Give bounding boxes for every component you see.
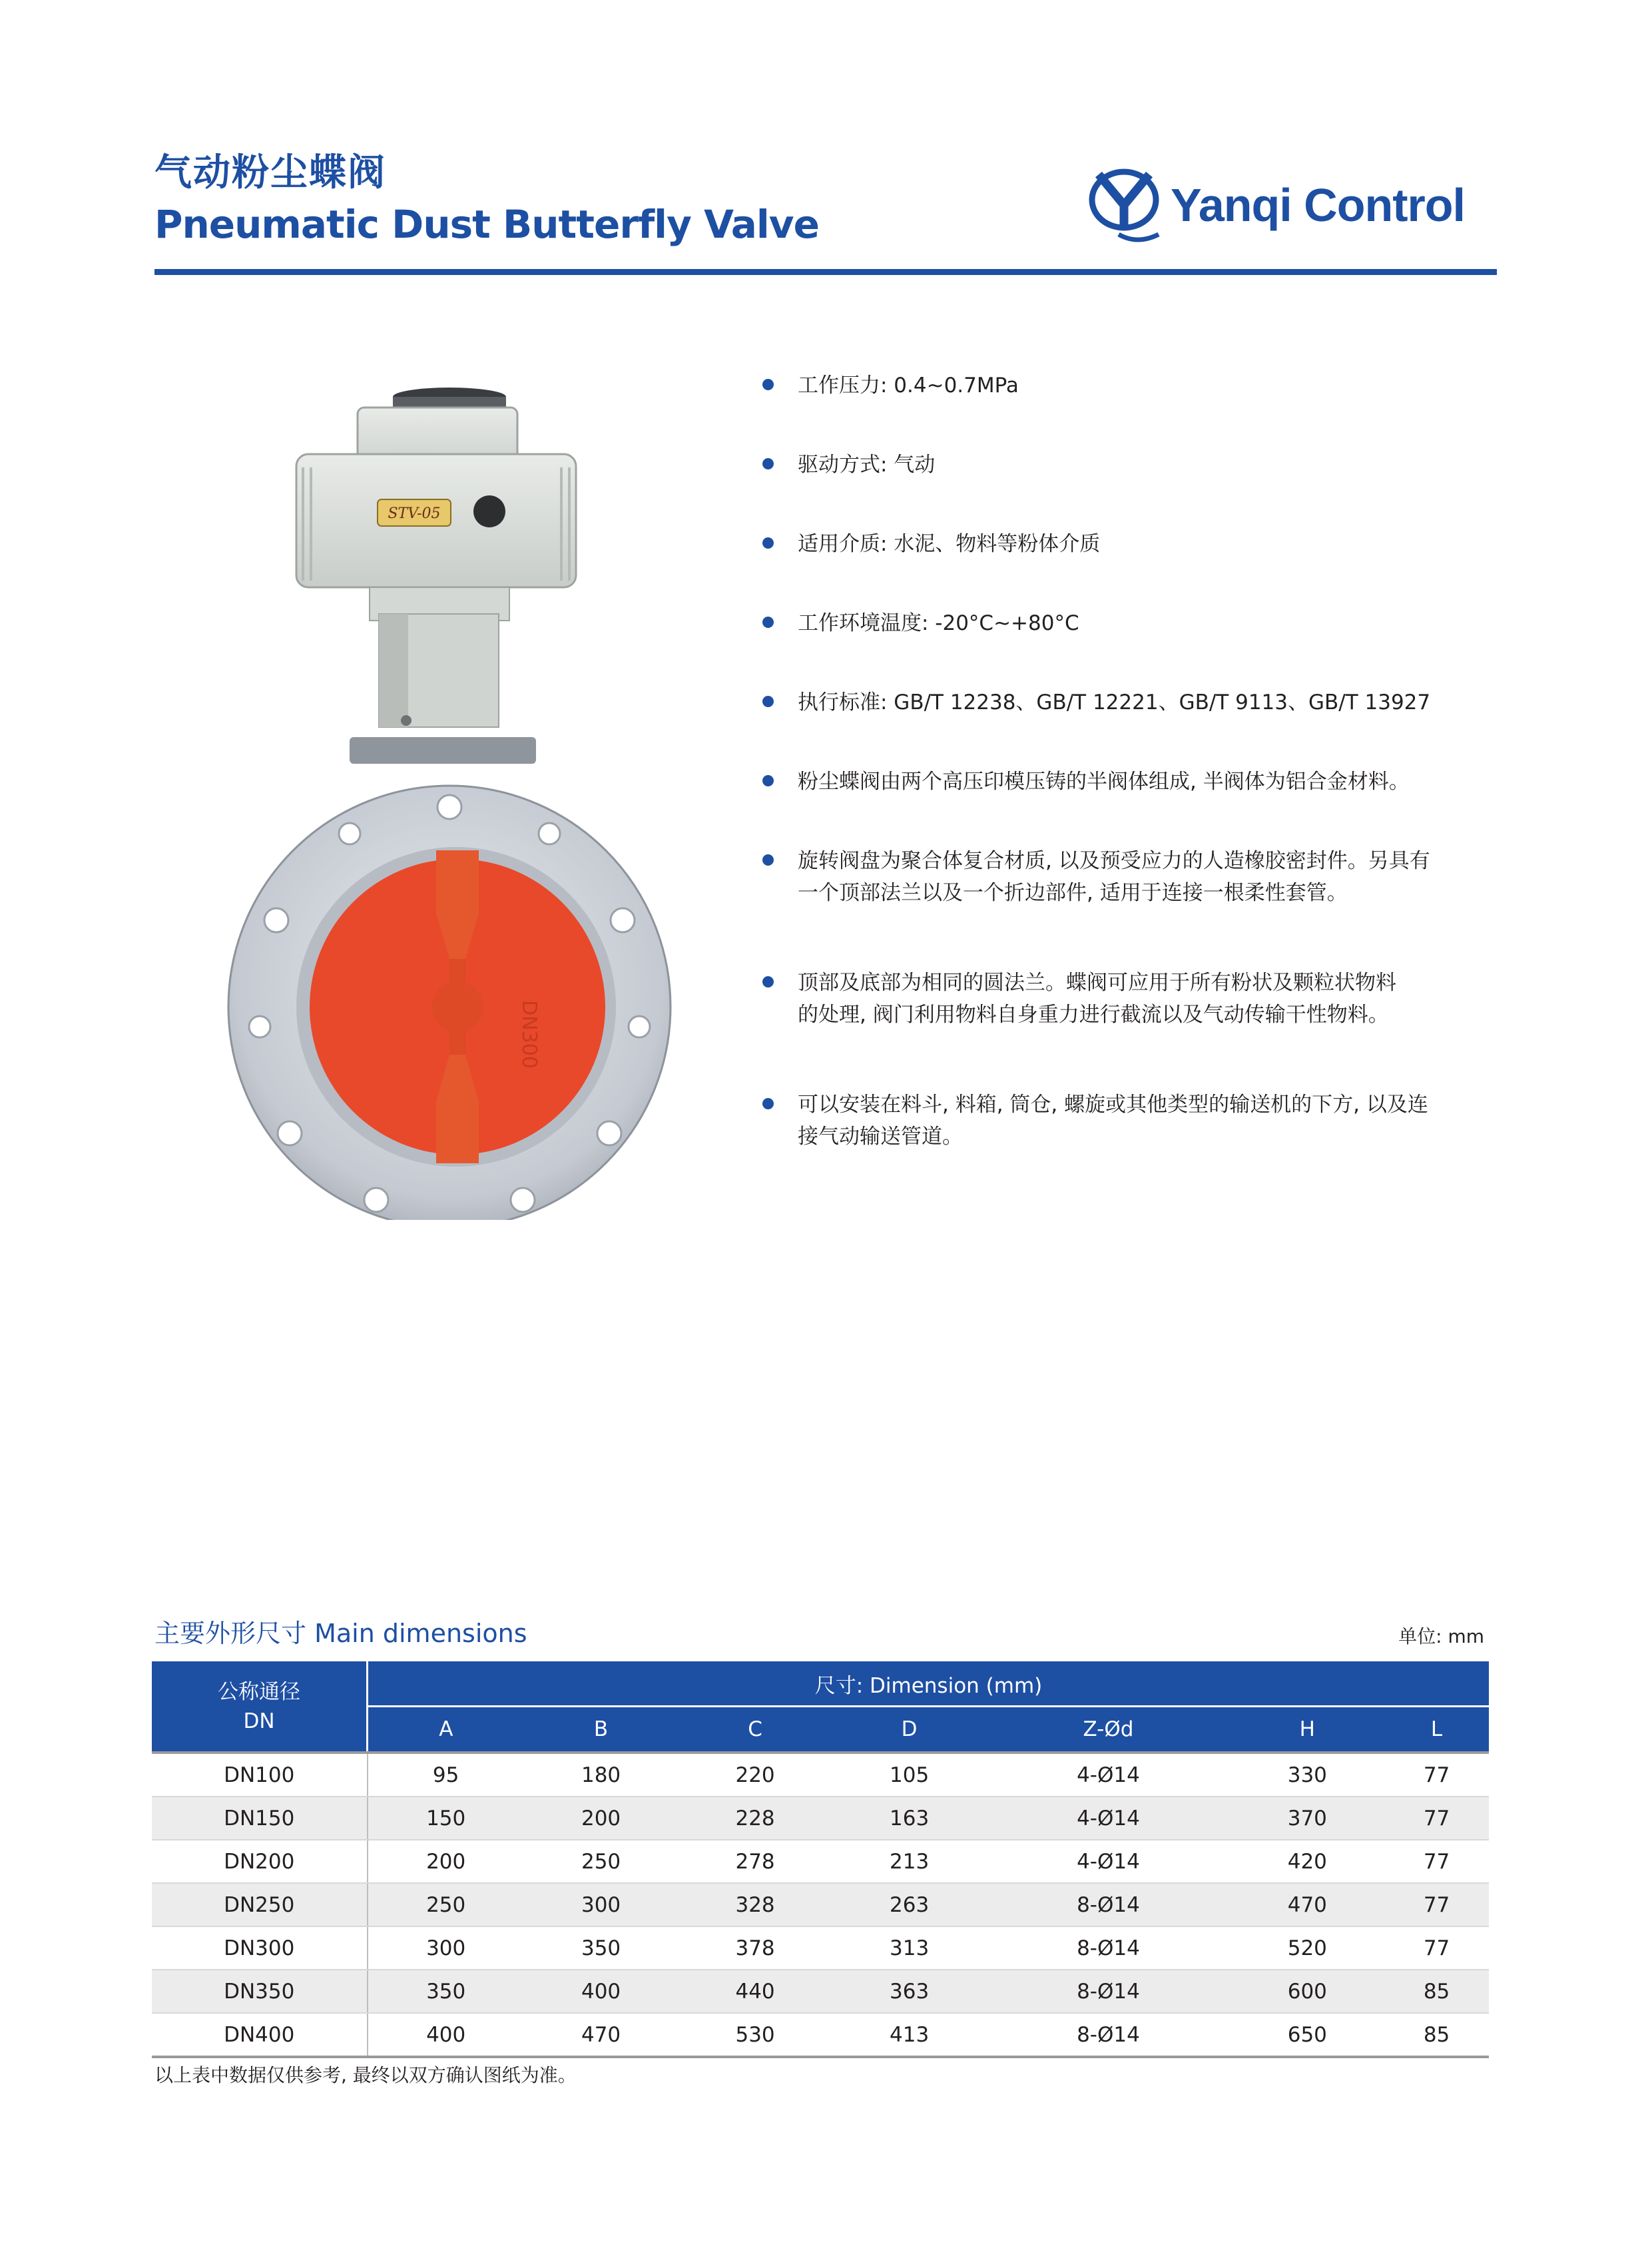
table-row (152, 1840, 1489, 1883)
bullet-icon (762, 379, 774, 390)
dimension-cell: 105 (832, 1753, 987, 1797)
table-footnote: 以上表中数据仅供参考, 最终以双方确认图纸为准。 (154, 2064, 577, 2086)
dimension-cell: 413 (832, 2013, 987, 2057)
column-header: Z-Ød (986, 1707, 1230, 1753)
dimension-cell: 85 (1384, 2013, 1489, 2057)
spec-item-flange: 顶部及底部为相同的圆法兰。蝶阀可应用于所有粉状及颗粒状物料 的处理, 阀门利用物料自身重力进行截流以及气动传输干性物料。 (762, 967, 1502, 1031)
actuator-label: STV-05 (388, 505, 441, 522)
dn-cell: DN350 (152, 1970, 368, 2013)
dimension-cell: 400 (524, 1970, 679, 2013)
spec-item-temperature: 工作环境温度: -20°C~+80°C (762, 607, 1502, 639)
dimension-cell: 200 (368, 1840, 524, 1883)
bullet-icon (762, 696, 774, 707)
column-header: L (1384, 1707, 1489, 1753)
brand-logo (1084, 165, 1465, 245)
dimension-cell: 520 (1231, 1926, 1385, 1970)
dimension-cell: 600 (1231, 1970, 1385, 2013)
dimension-cell: 4-Ø14 (986, 1840, 1230, 1883)
dimension-cell: 300 (368, 1926, 524, 1970)
spec-item-pressure: 工作压力: 0.4~0.7MPa (762, 370, 1502, 402)
dimension-cell: 77 (1384, 1797, 1489, 1840)
dimension-cell: 220 (678, 1753, 832, 1797)
dimension-cell: 440 (678, 1970, 832, 2013)
dimension-cell: 8-Ø14 (986, 1926, 1230, 1970)
dimension-cell: 350 (524, 1926, 679, 1970)
disc-marking: DN300 (517, 1000, 541, 1069)
table-row (152, 2013, 1489, 2057)
dimension-cell: 313 (832, 1926, 987, 1970)
dimension-cell: 77 (1384, 1926, 1489, 1970)
dn-header: 公称通径 DN (152, 1661, 368, 1753)
column-header: A (368, 1707, 524, 1753)
dimension-cell: 400 (368, 2013, 524, 2057)
bullet-icon (762, 537, 774, 549)
table-row (152, 1926, 1489, 1970)
dimension-cell: 420 (1231, 1840, 1385, 1883)
valve-photo (210, 388, 676, 1220)
dimension-cell: 150 (368, 1797, 524, 1840)
dimension-group-header: 尺寸: Dimension (mm) (368, 1661, 1490, 1707)
dimension-cell: 350 (368, 1970, 524, 2013)
dn-cell: DN100 (152, 1753, 368, 1797)
dimension-cell: 8-Ø14 (986, 2013, 1230, 2057)
yq-logo-icon (1084, 165, 1163, 245)
column-header: B (524, 1707, 679, 1753)
column-header: D (832, 1707, 987, 1753)
dimension-cell: 8-Ø14 (986, 1970, 1230, 2013)
table-row (152, 1753, 1489, 1797)
dimension-cell: 95 (368, 1753, 524, 1797)
spec-item-drive: 驱动方式: 气动 (762, 449, 1502, 481)
dn-cell: DN200 (152, 1840, 368, 1883)
brand-name: Yanqi Control (1171, 179, 1465, 231)
bullet-icon (762, 458, 774, 469)
dimensions-table (152, 1661, 1489, 2058)
column-header: H (1231, 1707, 1385, 1753)
dimension-cell: 250 (524, 1840, 679, 1883)
dn-cell: DN400 (152, 2013, 368, 2057)
spec-item-medium: 适用介质: 水泥、物料等粉体介质 (762, 528, 1502, 560)
dimension-cell: 250 (368, 1883, 524, 1926)
spec-item-disc: 旋转阀盘为聚合体复合材质, 以及预受应力的人造橡胶密封件。另具有 一个顶部法兰以及一个折边部件, 适用于连接一根柔性套管。 (762, 845, 1502, 909)
dimension-cell: 77 (1384, 1840, 1489, 1883)
dimension-cell: 363 (832, 1970, 987, 2013)
table-row (152, 1797, 1489, 1840)
bullet-icon (762, 1098, 774, 1109)
bullet-icon (762, 775, 774, 786)
table-row (152, 1970, 1489, 2013)
column-header: C (678, 1707, 832, 1753)
dimension-cell: 300 (524, 1883, 679, 1926)
dimension-cell: 8-Ø14 (986, 1883, 1230, 1926)
dimension-cell: 330 (1231, 1753, 1385, 1797)
bullet-icon (762, 617, 774, 628)
dimension-cell: 213 (832, 1840, 987, 1883)
bullet-icon (762, 854, 774, 866)
spec-item-installation: 可以安装在料斗, 料箱, 筒仓, 螺旋或其他类型的输送机的下方, 以及连 接气动输送管道。 (762, 1089, 1502, 1153)
unit-label: 单位: mm (1398, 1625, 1484, 1647)
dimension-cell: 530 (678, 2013, 832, 2057)
dimension-cell: 228 (678, 1797, 832, 1840)
dimension-cell: 4-Ø14 (986, 1753, 1230, 1797)
dimension-cell: 163 (832, 1797, 987, 1840)
table-row (152, 1883, 1489, 1926)
dn-cell: DN300 (152, 1926, 368, 1970)
page-title-en: Pneumatic Dust Butterfly Valve (154, 202, 819, 247)
dimensions-title: 主要外形尺寸 Main dimensions (154, 1619, 527, 1648)
dimension-cell: 200 (524, 1797, 679, 1840)
dimension-cell: 650 (1231, 2013, 1385, 2057)
dimension-cell: 77 (1384, 1883, 1489, 1926)
dn-cell: DN150 (152, 1797, 368, 1840)
dimension-cell: 470 (1231, 1883, 1385, 1926)
page-title-cn: 气动粉尘蝶阀 (154, 151, 386, 194)
dn-cell: DN250 (152, 1883, 368, 1926)
dimension-cell: 278 (678, 1840, 832, 1883)
dimension-cell: 85 (1384, 1970, 1489, 2013)
header-divider (154, 269, 1497, 275)
spec-item-standard: 执行标准: GB/T 12238、GB/T 12221、GB/T 9113、GB/T 13927 (762, 687, 1502, 718)
dimension-cell: 263 (832, 1883, 987, 1926)
dimension-cell: 180 (524, 1753, 679, 1797)
dimension-cell: 328 (678, 1883, 832, 1926)
dimension-cell: 370 (1231, 1797, 1385, 1840)
dimension-cell: 4-Ø14 (986, 1797, 1230, 1840)
dimension-cell: 378 (678, 1926, 832, 1970)
spec-item-body: 粉尘蝶阀由两个高压印模压铸的半阀体组成, 半阀体为铝合金材料。 (762, 766, 1502, 798)
dimension-cell: 470 (524, 2013, 679, 2057)
dimension-cell: 77 (1384, 1753, 1489, 1797)
bullet-icon (762, 976, 774, 987)
